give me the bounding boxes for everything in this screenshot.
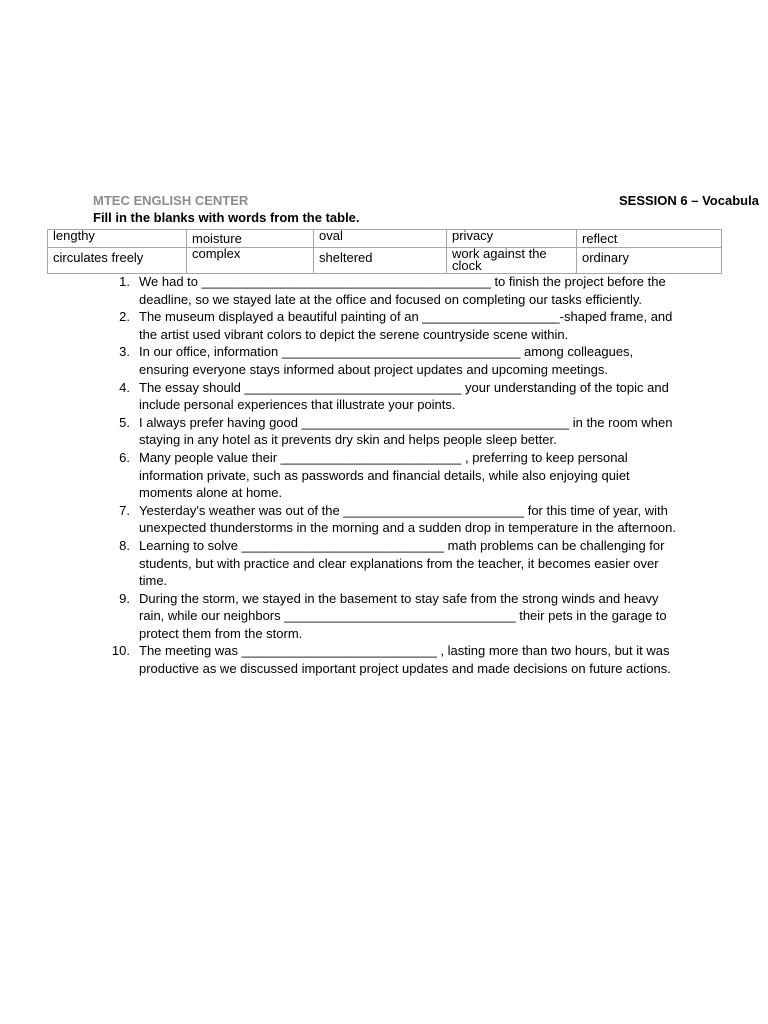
word-cell: oval bbox=[314, 230, 447, 248]
question-text: Many people value their _________________________ , preferring to keep personal information private, such as passwords and financial details, while also enjoying quiet moments alone at home. bbox=[139, 449, 630, 501]
question-item bbox=[110, 414, 685, 449]
word-bank-row bbox=[48, 248, 722, 274]
question-text: Yesterday's weather was out of the _________________________ for this time of year, with unexpected thunderstorms in the morning and a sudden drop in temperature in the afternoon. bbox=[139, 502, 676, 536]
question-text: The meeting was ___________________________ , lasting more than two hours, but it was productive as we discussed important project updates and made decisions on future actions. bbox=[139, 643, 671, 677]
word-cell: moisture bbox=[187, 230, 314, 248]
question-number: 7. bbox=[119, 502, 130, 518]
question-item bbox=[110, 449, 685, 502]
question-text: During the storm, we stayed in the basement to stay safe from the strong winds and heavy rain, while our neighbors ________________________________ their pets in the garage to protect them from the storm. bbox=[139, 590, 667, 641]
question-number: 2. bbox=[119, 309, 130, 325]
question-number: 9. bbox=[119, 590, 130, 606]
question-number: 3. bbox=[119, 344, 130, 360]
question-text: The essay should ______________________________ your understanding of the topic and include personal experiences that illustrate your points. bbox=[139, 379, 669, 413]
word-bank-table bbox=[47, 229, 722, 274]
instruction-text: Fill in the blanks with words from the table. bbox=[93, 210, 360, 225]
question-text: The museum displayed a beautiful painting of an ___________________-shaped frame, and the artist used vibrant colors to depict the serene countryside scene within. bbox=[139, 309, 673, 342]
question-item bbox=[110, 308, 685, 343]
word-cell: ordinary bbox=[577, 248, 722, 274]
question-item bbox=[110, 642, 685, 677]
question-text: I always prefer having good _____________________________________ in the room when staying in any hotel as it prevents dry skin and helps people sleep better. bbox=[139, 414, 673, 448]
question-text: Learning to solve ____________________________ math problems can be challenging for students, but with practice and clear explanations from the teacher, it becomes easier over time. bbox=[139, 537, 665, 589]
question-number: 4. bbox=[119, 379, 130, 395]
question-number: 10. bbox=[111, 643, 130, 659]
question-number: 8. bbox=[119, 537, 130, 553]
center-name: MTEC ENGLISH CENTER bbox=[93, 193, 249, 208]
question-number: 6. bbox=[119, 449, 130, 465]
word-cell: privacy bbox=[447, 230, 577, 248]
question-text: We had to ________________________________________ to finish the project before the deadline, so we stayed late at the office and focused on completing our tasks efficiently. bbox=[139, 274, 666, 307]
word-cell: complex bbox=[187, 248, 314, 274]
question-number: 5. bbox=[119, 414, 130, 430]
word-cell: reflect bbox=[577, 230, 722, 248]
question-text: In our office, information _________________________________ among colleagues, ensuring everyone stays informed about project updates and upcoming meetings. bbox=[139, 344, 634, 377]
word-bank-row bbox=[48, 230, 722, 248]
question-item bbox=[110, 343, 685, 378]
question-item bbox=[110, 537, 685, 590]
word-cell: lengthy bbox=[48, 230, 187, 248]
question-list bbox=[110, 273, 685, 678]
question-item bbox=[110, 379, 685, 414]
word-cell: circulates freely bbox=[48, 248, 187, 274]
question-item bbox=[110, 502, 685, 537]
question-item bbox=[110, 273, 685, 308]
word-cell: work against the clock bbox=[447, 248, 577, 274]
session-title: SESSION 6 – Vocabula bbox=[619, 193, 759, 208]
question-item bbox=[110, 590, 685, 643]
question-number: 1. bbox=[119, 274, 130, 289]
word-cell: sheltered bbox=[314, 248, 447, 274]
